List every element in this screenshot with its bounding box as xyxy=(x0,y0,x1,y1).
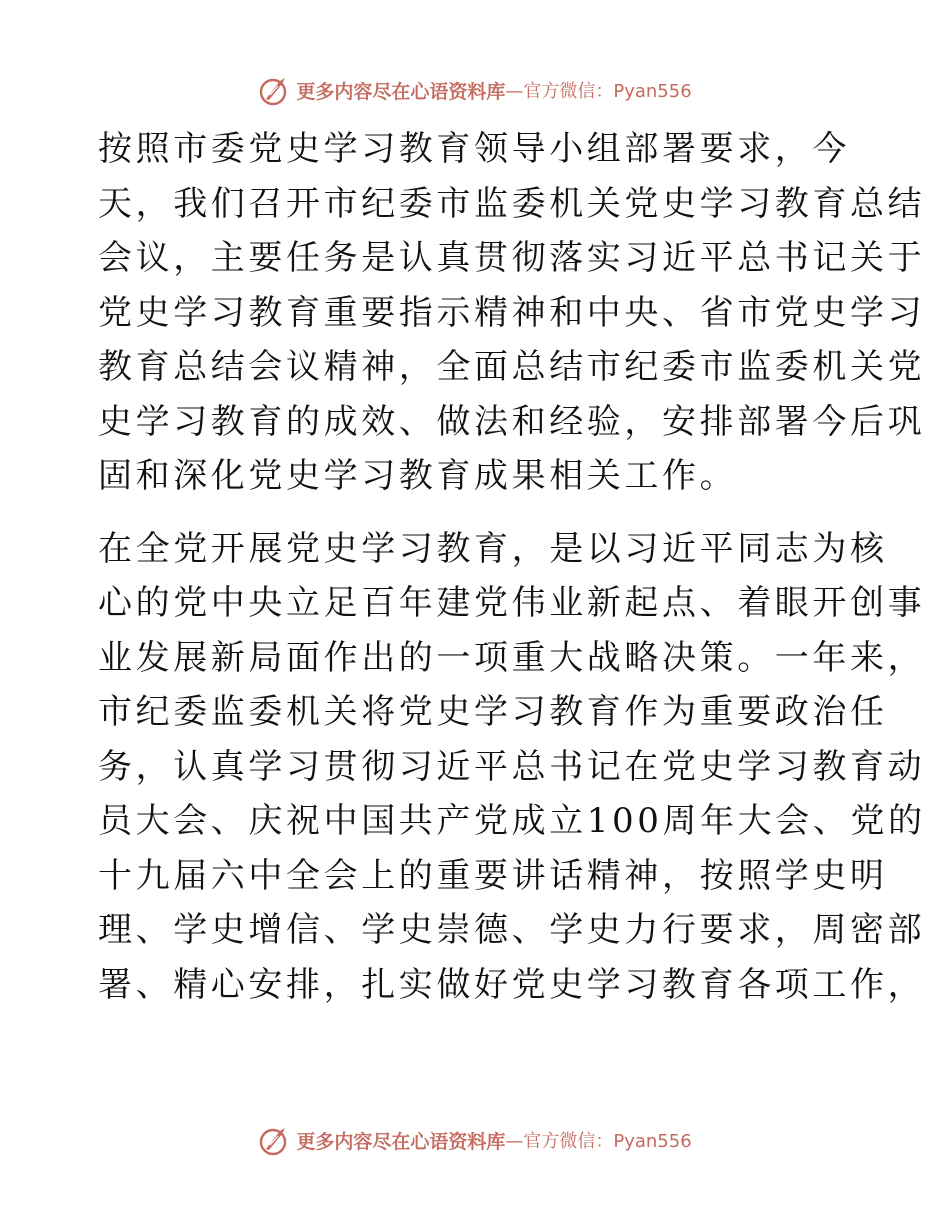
paragraph-gap xyxy=(98,504,858,522)
text-line: 会议，主要任务是认真贯彻落实习近平总书记关于 xyxy=(98,238,926,278)
footer-watermark xyxy=(0,1120,950,1160)
document-body xyxy=(98,122,926,1012)
text-line: 务，认真学习贯彻习近平总书记在党史学习教育动 xyxy=(98,746,926,787)
text-line: 署、精心安排，扎实做好党史学习教育各项工作， xyxy=(98,964,926,1005)
text-line: 理、学史增信、学史崇德、学史力行要求，周密部 xyxy=(98,910,926,950)
text-line: 天，我们召开市纪委市监委机关党史学习教育总结 xyxy=(98,183,926,224)
watermark-main-text: 更多内容尽在心语资料库 xyxy=(296,80,506,103)
watermark-sub-text: —官方微信：Pyan556 xyxy=(505,1131,692,1152)
text-line: 教育总结会议精神，全面总结市纪委市监委机关党 xyxy=(98,347,926,387)
text-line: 市纪委监委机关将党史学习教育作为重要政治任 xyxy=(98,692,888,732)
paragraph-2 xyxy=(98,522,926,1013)
text-line: 十九届六中全会上的重要讲话精神，按照学史明 xyxy=(98,855,888,896)
text-line: 业发展新局面作出的一项重大战略决策。一年来， xyxy=(98,637,926,678)
watermark-main-text: 更多内容尽在心语资料库 xyxy=(296,1130,506,1153)
header-watermark xyxy=(0,70,950,110)
text-line: 按照市委党史学习教育领导小组部署要求，今 xyxy=(98,129,850,169)
text-line: 史学习教育的成效、做法和经验，安排部署今后巩 xyxy=(98,401,926,442)
text-line: 心的党中央立足百年建党伟业新起点、着眼开创事 xyxy=(98,583,926,623)
text-line: 员大会、庆祝中国共产党成立100周年大会、党的 xyxy=(98,801,926,841)
watermark-sub-text: —官方微信：Pyan556 xyxy=(505,81,692,102)
paragraph-1 xyxy=(98,122,926,504)
text-line: 固和深化党史学习教育成果相关工作。 xyxy=(98,456,738,496)
text-line: 在全党开展党史学习教育，是以习近平同志为核 xyxy=(98,528,888,569)
text-line: 党史学习教育重要指示精神和中央、省市党史学习 xyxy=(98,292,926,333)
quill-pen-logo-icon xyxy=(258,1123,292,1157)
quill-pen-logo-icon xyxy=(258,73,292,107)
